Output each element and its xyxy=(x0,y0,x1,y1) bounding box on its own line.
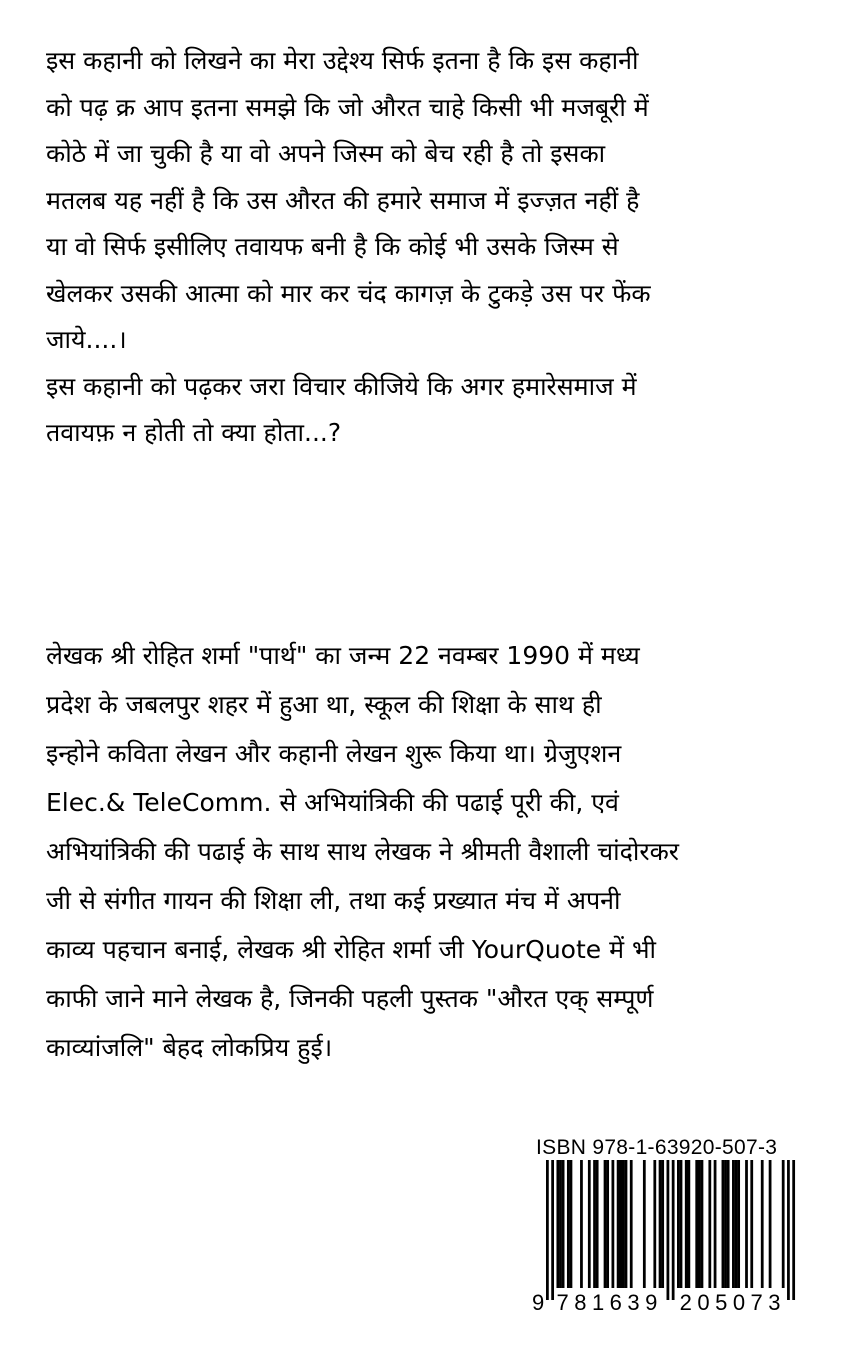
barcode-bar xyxy=(761,1160,764,1288)
barcode-bar xyxy=(643,1160,646,1288)
text-line: काव्य पहचान बनाई, लेखक श्री रोहित शर्मा जी YourQuote में भी xyxy=(46,935,657,964)
text-line: जी से संगीत गायन की शिक्षा ली, तथा कई प्रख्यात मंच में अपनी xyxy=(46,886,621,915)
text-line: काफी जाने माने लेखक है, जिनकी पहली पुस्तक "औरत एक् सम्पूर्ण xyxy=(46,984,654,1013)
barcode-bar xyxy=(782,1160,785,1288)
barcode-bar xyxy=(714,1160,717,1288)
description-paragraph xyxy=(46,38,826,457)
barcode-bar xyxy=(701,1160,704,1288)
barcode-bar xyxy=(687,1160,690,1288)
barcode-bar xyxy=(680,1160,683,1288)
barcode-digits: 781639 xyxy=(556,1290,663,1315)
barcode-bar xyxy=(677,1160,680,1288)
barcode-bar xyxy=(588,1160,591,1288)
barcode-bar xyxy=(580,1160,583,1288)
barcode-bar xyxy=(769,1160,772,1288)
text-line: को पढ़ क्र आप इतना समझे कि जो औरत चाहे किसी भी मजबूरी में xyxy=(46,92,649,122)
barcode-bar xyxy=(606,1160,609,1288)
text-line: कोठे में जा चुकी है या वो अपने जिस्म को बेच रही है तो इसका xyxy=(46,139,606,168)
barcode-bar xyxy=(630,1160,633,1288)
barcode-bar xyxy=(787,1160,790,1300)
barcode-bar xyxy=(724,1160,727,1288)
barcode-bar xyxy=(792,1160,795,1300)
barcode-bar xyxy=(593,1160,596,1288)
barcode-bar xyxy=(596,1160,599,1288)
text-line: खेलकर उसकी आत्मा को मार कर चंद कागज़ के टुकड़े उस पर फेंक xyxy=(46,278,651,308)
barcode-bar xyxy=(619,1160,622,1288)
barcode-bar xyxy=(604,1160,607,1288)
text-line: काव्यांजलि" बेहद लोकप्रिय हुई। xyxy=(46,1033,333,1062)
barcode-bar xyxy=(708,1160,711,1288)
text-line: या वो सिर्फ इसीलिए तवायफ बनी है कि कोई भी उसके जिस्म से xyxy=(46,232,619,261)
barcode-bar xyxy=(695,1160,698,1288)
text-line: मतलब यह नहीं है कि उस औरत की हमारे समाज में इज्ज़त नहीं है xyxy=(46,185,640,215)
barcode-bar xyxy=(737,1160,740,1288)
barcode-bar xyxy=(562,1160,565,1288)
text-line: जाये....। xyxy=(46,325,127,354)
barcode-bar xyxy=(570,1160,573,1288)
barcode-bar xyxy=(750,1160,753,1288)
barcode-bar xyxy=(625,1160,628,1288)
barcode-bar xyxy=(612,1160,615,1288)
barcode-bar xyxy=(672,1160,675,1300)
text-line: प्रदेश के जबलपुर शहर में हुआ था, स्कूल की शिक्षा के साथ ही xyxy=(46,690,602,719)
barcode-bar xyxy=(551,1160,554,1300)
text-line: तवायफ़ न होती तो क्या होता...? xyxy=(46,418,342,447)
author-bio-paragraph xyxy=(46,631,826,1072)
isbn-label: ISBN 978-1-63920-507-3 xyxy=(536,1136,778,1159)
barcode-bar xyxy=(661,1160,664,1288)
text-line: अभियांत्रिकी की पढाई के साथ साथ लेखक ने श्रीमती वैशाली चांदोरकर xyxy=(46,837,680,866)
text-line: लेखक श्री रोहित शर्मा "पार्थ" का जन्म 22 नवम्बर 1990 में मध्य xyxy=(46,641,640,670)
barcode-bar xyxy=(659,1160,662,1288)
barcode-bar xyxy=(698,1160,701,1288)
barcode-bar xyxy=(617,1160,620,1288)
barcode-bar xyxy=(556,1160,559,1288)
isbn-barcode xyxy=(528,1136,813,1316)
barcode-bars xyxy=(528,1160,813,1316)
barcode-digits: 205073 xyxy=(679,1290,787,1315)
text-line: Elec.& TeleComm. से अभियांत्रिकी की पढाई पूरी की, एवं xyxy=(46,788,619,817)
text-line: इस कहानी को पढ़कर जरा विचार कीजिये कि अगर हमारेसमाज में xyxy=(46,371,637,401)
barcode-bar xyxy=(653,1160,656,1288)
barcode-digits: 9 xyxy=(532,1290,550,1315)
barcode-bar xyxy=(727,1160,730,1288)
barcode-bar xyxy=(685,1160,688,1288)
barcode-bar xyxy=(735,1160,738,1288)
text-line: इन्होने कविता लेखन और कहानी लेखन शुरू किया था। ग्रेजुएशन xyxy=(46,739,622,768)
barcode-bar xyxy=(567,1160,570,1288)
text-line: इस कहानी को लिखने का मेरा उद्देश्य सिर्फ इतना है कि इस कहानी xyxy=(46,46,639,75)
barcode-bar xyxy=(667,1160,670,1300)
barcode-bar xyxy=(732,1160,735,1288)
barcode-bar xyxy=(622,1160,625,1288)
barcode-bar xyxy=(745,1160,748,1288)
barcode-bar xyxy=(559,1160,562,1288)
barcode-bar xyxy=(546,1160,549,1300)
barcode-bar xyxy=(722,1160,725,1288)
